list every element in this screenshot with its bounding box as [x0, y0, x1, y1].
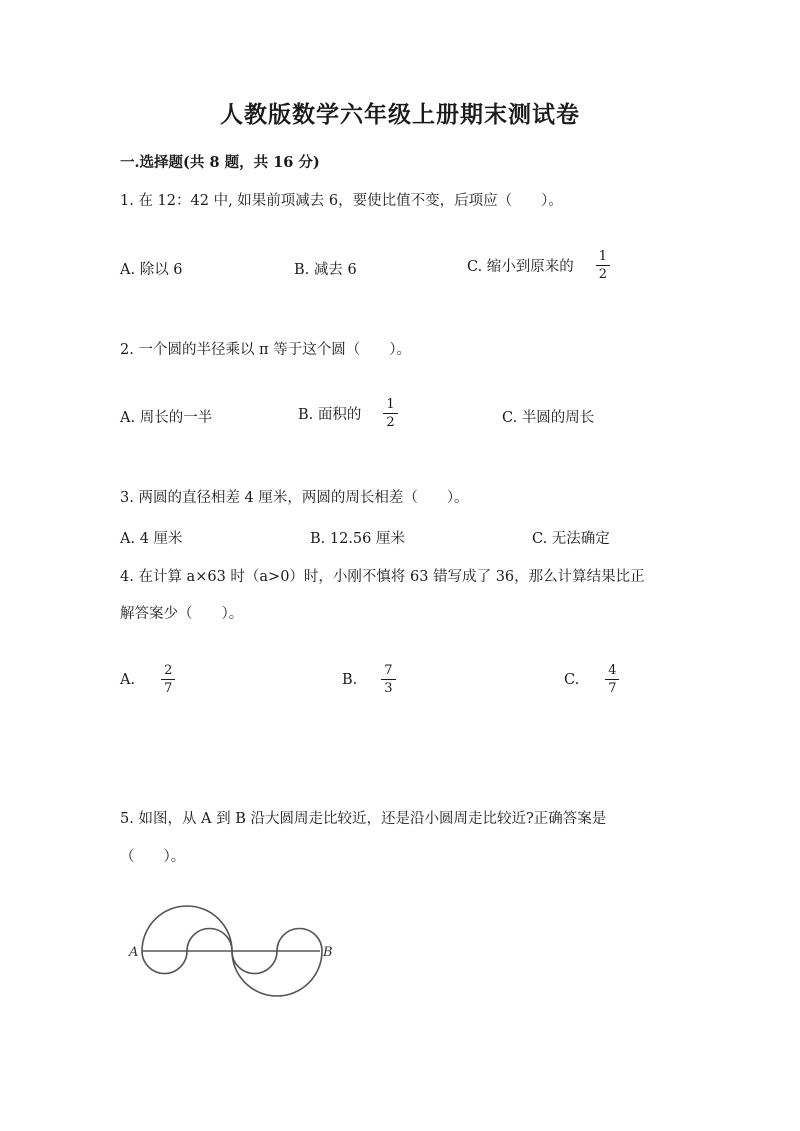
question-5-figure: [120, 890, 350, 1010]
option-label: C.: [564, 671, 580, 688]
fraction: [605, 664, 619, 695]
question-1-option-a: A. 除以 6: [120, 262, 183, 278]
fraction: [596, 250, 610, 281]
question-3-option-a: A. 4 厘米: [120, 531, 183, 547]
question-4-text-line-1: 4. 在计算 a×63 时（a>0）时，小刚不慎将 63 错写成了 36，那么计算结果比正: [120, 569, 645, 585]
question-3-option-c: C. 无法确定: [532, 531, 610, 547]
fraction-denominator: 7: [608, 681, 617, 696]
fraction: [161, 664, 175, 695]
option-label: A.: [120, 671, 136, 688]
question-2-option-a: A. 周长的一半: [120, 410, 213, 426]
section-heading: 一.选择题(共 8 题，共 16 分): [120, 154, 320, 171]
fraction-numerator: 4: [605, 664, 619, 680]
question-1-text: 1. 在 12：42 中, 如果前项减去 6，要使比值不变，后项应（ ）。: [120, 193, 563, 209]
page-title: 人教版数学六年级上册期末测试卷: [220, 101, 580, 128]
fraction-numerator: 1: [383, 398, 397, 414]
fraction-numerator: 2: [161, 664, 175, 680]
question-4-option-a: [120, 664, 175, 695]
fraction-numerator: 1: [596, 250, 610, 266]
point-a-label: A: [129, 945, 139, 960]
question-3-text: 3. 两圆的直径相差 4 厘米，两圆的周长相差（ ）。: [120, 490, 469, 506]
question-4-option-b: [342, 664, 396, 695]
question-4-text-line-2: 解答案少（ ）。: [120, 606, 244, 622]
question-2-option-c: C. 半圆的周长: [502, 410, 595, 426]
question-2-text: 2. 一个圆的半径乘以 π 等于这个圆（ ）。: [120, 342, 411, 358]
fraction: [383, 398, 397, 429]
question-5-text-line-1: 5. 如图，从 A 到 B 沿大圆周走比较近，还是沿小圆周走比较近?正确答案是: [120, 811, 607, 827]
option-label: B. 面积的: [298, 407, 362, 423]
question-5-text-line-2: （ ）。: [120, 849, 186, 865]
option-label: C. 缩小到原来的: [467, 259, 574, 275]
fraction-denominator: 2: [386, 415, 395, 430]
fraction: [381, 664, 395, 695]
question-1-option-c: [467, 250, 610, 281]
fraction-denominator: 3: [384, 681, 393, 696]
question-3-option-b: B. 12.56 厘米: [310, 531, 405, 547]
question-4-option-c: [564, 664, 619, 695]
fraction-denominator: 7: [164, 681, 173, 696]
fraction-numerator: 7: [381, 664, 395, 680]
question-2-option-b: [298, 398, 398, 429]
option-label: B.: [342, 671, 358, 688]
question-1-option-b: B. 减去 6: [294, 262, 357, 278]
fraction-denominator: 2: [598, 267, 608, 282]
point-b-label: B: [323, 945, 333, 960]
